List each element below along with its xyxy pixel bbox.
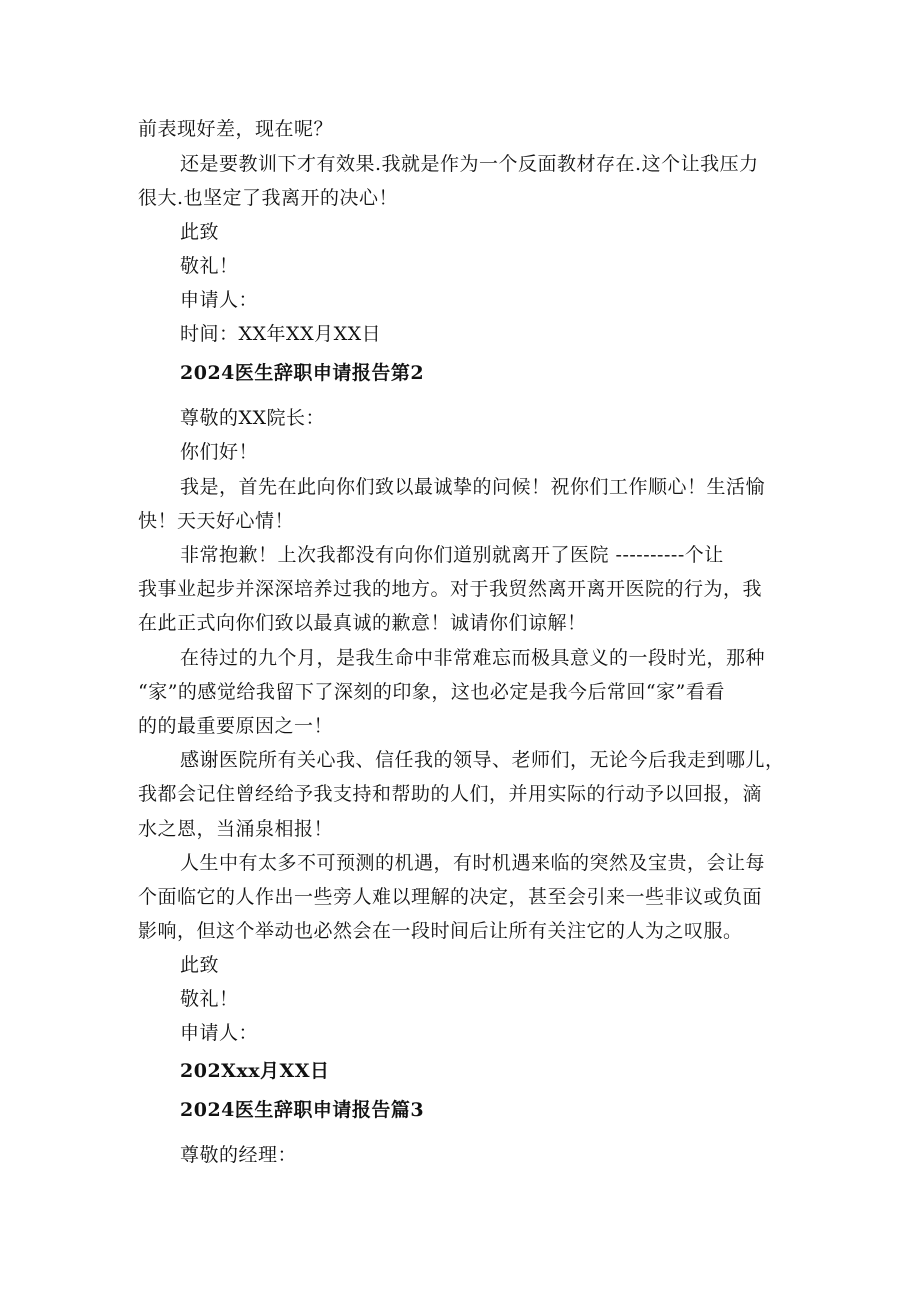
salutation-line: 尊敬的XX院长： xyxy=(180,407,326,429)
text-line: 此致 xyxy=(180,221,220,243)
text-line: 水之恩，当涌泉相报！ xyxy=(138,818,334,840)
text-line: 此致 xyxy=(180,954,220,976)
date-line: 202Xxx月XX日 xyxy=(180,1060,330,1082)
text-line: 还是要教训下才有效果.我就是作为一个反面教材存在.这个让我压力 xyxy=(180,153,759,175)
text-line: 人生中有太多不可预测的机遇，有时机遇来临的突然及宝贵，会让每 xyxy=(180,852,766,874)
text-line: 申请人： xyxy=(180,1022,259,1044)
text-line: 敬礼！ xyxy=(180,255,239,277)
text-line: 你们好！ xyxy=(180,441,259,463)
section-heading: 2024医生辞职申请报告第2 xyxy=(180,362,425,384)
text-line: 的的最重要原因之一！ xyxy=(138,715,334,737)
text-line: “家”的感觉给我留下了深刻的印象，这也必定是我今后常回“家”看看 xyxy=(138,681,725,703)
text-line: 很大.也坚定了我离开的决心！ xyxy=(138,187,399,209)
date-line: 时间：XX年XX月XX日 xyxy=(180,323,382,345)
text-line: 感谢医院所有关心我、信任我的领导、老师们，无论今后我走到哪儿， xyxy=(180,749,785,771)
text-line: 我事业起步并深深培养过我的地方。对于我贸然离开离开医院的行为，我 xyxy=(138,578,763,600)
text-line: 个面临它的人作出一些旁人难以理解的决定，甚至会引来一些非议或负面 xyxy=(138,886,763,908)
text-line: 快！天天好心情！ xyxy=(138,510,295,532)
text-line: 在此正式向你们致以最真诚的歉意！诚请你们谅解！ xyxy=(138,612,587,634)
salutation-line: 尊敬的经理： xyxy=(180,1144,298,1166)
text-line: 我是，首先在此向你们致以最诚挚的问候！祝你们工作顺心！生活愉 xyxy=(180,476,766,498)
text-line: 敬礼！ xyxy=(180,988,239,1010)
text-line: 在待过的九个月，是我生命中非常难忘而极具意义的一段时光，那种 xyxy=(180,647,766,669)
section-heading: 2024医生辞职申请报告篇3 xyxy=(180,1099,425,1121)
text-line: 影响，但这个举动也必然会在一段时间后让所有关注它的人为之叹服。 xyxy=(138,920,743,942)
text-line: 申请人： xyxy=(180,289,259,311)
text-line: 前表现好差，现在呢？ xyxy=(138,118,334,140)
text-line: 我都会记住曾经给予我支持和帮助的人们，并用实际的行动予以回报，滴 xyxy=(138,783,763,805)
text-line: 非常抱歉！上次我都没有向你们道别就离开了医院 ----------个让 xyxy=(180,544,724,566)
